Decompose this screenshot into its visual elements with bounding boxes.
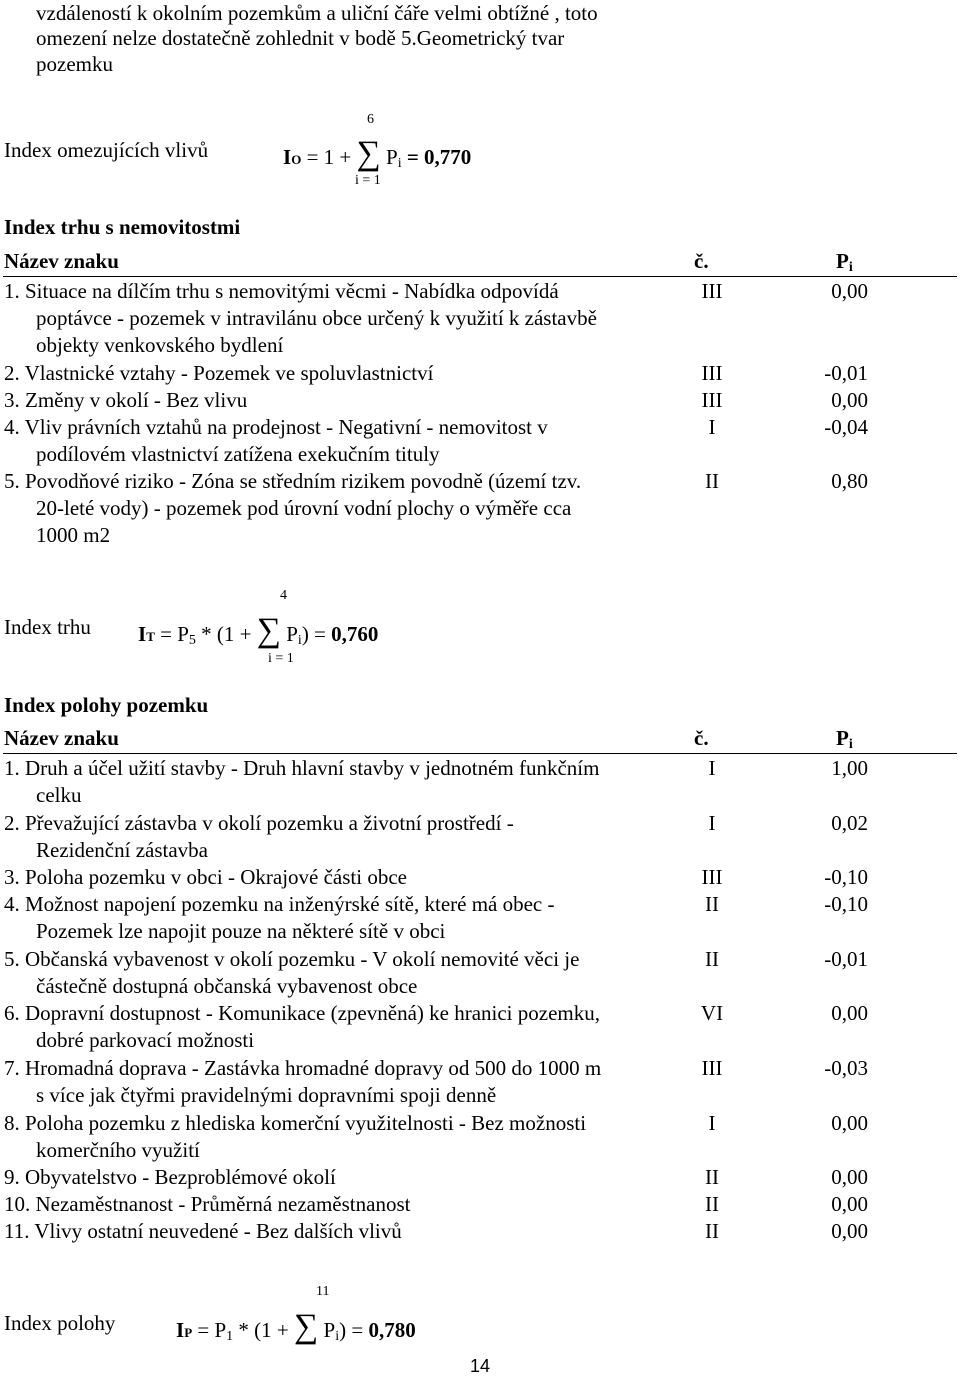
row-p-value: 0,00 — [831, 1001, 868, 1025]
row-p-value: 0,00 — [831, 1165, 868, 1189]
sum-upper-limit: 11 — [316, 1284, 330, 1299]
row-num: III — [701, 279, 723, 303]
row-p-value: -0,01 — [824, 361, 868, 385]
row-num: I — [708, 415, 716, 439]
row-p-value: 0,00 — [831, 1219, 868, 1243]
row-p-value: -0,04 — [824, 415, 868, 439]
formula-expression: IT = $P_5 * (1$ + ∑ $P_i) = 0,760$ — [138, 612, 379, 649]
intro-line-1: vzdáleností k okolním pozemkům a uliční čáře velmi obtížné , toto — [36, 1, 598, 25]
row-num: II — [705, 1165, 719, 1189]
sum-upper-limit: 6 — [367, 112, 374, 127]
intro-line-3: pozemku — [36, 52, 113, 76]
poloha-col-num: č. — [694, 726, 709, 750]
sum-lower-limit: i = 1 — [268, 651, 294, 666]
sigma-symbol: ∑ — [356, 135, 381, 172]
poloha-col-p: $P_i$ — [836, 726, 853, 752]
formula-label: Index omezujících vlivů — [4, 138, 209, 162]
row-num: III — [701, 1056, 723, 1080]
row-num: I — [708, 811, 716, 835]
row-p-value: -0,10 — [824, 865, 868, 889]
row-p-value: 0,00 — [831, 1192, 868, 1216]
trh-heading: Index trhu s nemovitostmi — [4, 215, 241, 239]
row-num: III — [701, 865, 723, 889]
row-num: VI — [700, 1001, 724, 1025]
row-num: II — [705, 469, 719, 493]
row-num: I — [708, 1111, 716, 1135]
row-p-value: 0,80 — [831, 469, 868, 493]
row-num: II — [705, 1219, 719, 1243]
poloha-heading: Index polohy pozemku — [4, 693, 209, 717]
row-p-value: -0,10 — [824, 892, 868, 916]
trh-col-name: Název znaku — [4, 249, 119, 273]
row-p-value: 0,02 — [831, 811, 868, 835]
formula-expression: IO = 1 + ∑ $P_i = 0,770$ — [283, 135, 472, 172]
trh-col-num: č. — [694, 249, 709, 273]
row-p-value: -0,01 — [824, 947, 868, 971]
row-p-value: 1,00 — [831, 756, 868, 780]
trh-header-rule — [3, 276, 957, 277]
intro-line-2: omezení nelze dostatečně zohlednit v bodě 5.Geometrický tvar — [36, 26, 565, 50]
poloha-col-name: Název znaku — [4, 726, 119, 750]
row-p-value: 0,00 — [831, 279, 868, 303]
sigma-symbol: ∑ — [294, 1308, 319, 1345]
trh-col-p: $P_i$ — [836, 249, 853, 275]
sum-upper-limit: 4 — [280, 588, 287, 603]
poloha-header-rule — [3, 753, 957, 754]
row-num: I — [708, 756, 716, 780]
row-p-value: 0,00 — [831, 1111, 868, 1135]
sum-lower-limit: i = 1 — [355, 173, 381, 188]
row-num: II — [705, 892, 719, 916]
row-num: III — [701, 388, 723, 412]
formula-expression: IP = $P_1 * (1$ + ∑ $P_i) = 0,780$ — [176, 1308, 416, 1345]
row-p-value: 0,00 — [831, 388, 868, 412]
formula-label: Index polohy — [4, 1311, 116, 1335]
row-num: III — [701, 361, 723, 385]
row-num: II — [705, 947, 719, 971]
row-p-value: -0,03 — [824, 1056, 868, 1080]
page-number: 14 — [470, 1356, 491, 1376]
formula-label: Index trhu — [4, 615, 91, 639]
sigma-symbol: ∑ — [256, 612, 281, 649]
row-num: II — [705, 1192, 719, 1216]
